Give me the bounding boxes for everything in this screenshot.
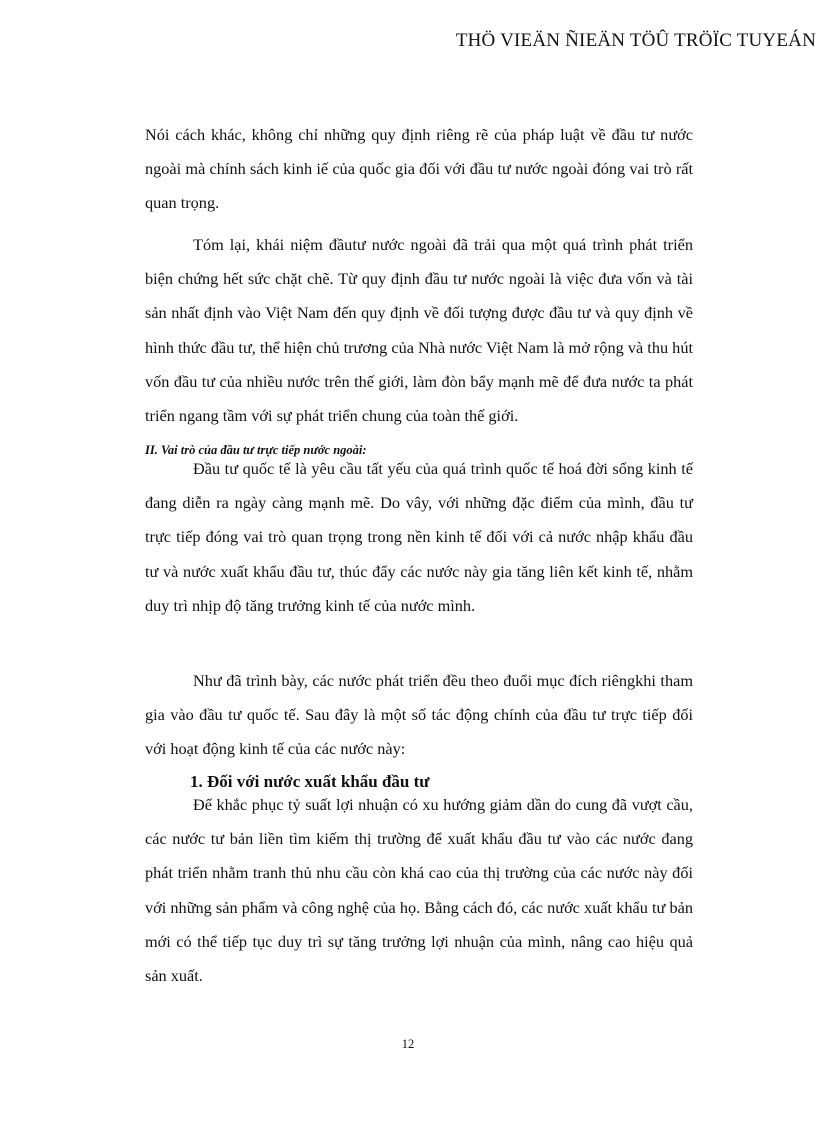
page-number: 12 — [401, 1037, 415, 1051]
subsection-heading-exporting-countries: 1. Đối với nước xuất khẩu đầu tư — [190, 772, 430, 791]
paragraph-summary: Tóm lại, khái niệm đầutư nước ngoài đã trải qua một quá trình phát triển biện chứng hết sức chặt chẽ. Từ quy định đầu tư nước ngoài là việc đưa vốn và tài sản nhất định vào Việt Nam đến quy định về đối tượng được đầu tư và quy định về hình thức đầu tư, thể hiện chủ trương của Nhà nước Việt Nam là mở rộng và thu hút vốn đầu tư của nhiều nước trên thế giới, làm đòn bẩy mạnh mẽ để đưa nước ta phát triển ngang tầm với sự phát triển chung của toàn thế giới. — [145, 235, 693, 426]
paragraph-conclusion-note: Nói cách khác, không chỉ những quy định riêng rẽ của pháp luật về đầu tư nước ngoài mà chính sách kinh iế của quốc gia đối với đầu tư nước ngoài đóng vai trò rất quan trọng. — [145, 125, 693, 213]
paragraph-international-investment: Đầu tư quốc tế là yêu cầu tất yếu của quá trình quốc tế hoá đời sống kinh tế đang diễn ra ngày càng mạnh mẽ. Do vây, với những đặc điểm của mình, đầu tư trực tiếp đóng vai trò quan trọng trong nền kinh tế đối với cả nước nhập khẩu đầu tư và nước xuất khẩu đầu tư, thúc đẩy các nước này gia tăng liên kết kinh tế, nhằm duy trì nhịp độ tăng trưởng kinh tế của nước mình. — [145, 459, 693, 615]
section-heading-role-of-fdi: II. Vai trò của đầu tư trực tiếp nước ngoài: — [145, 443, 367, 457]
paragraph-developed-countries: Như đã trình bày, các nước phát triển đều theo đuổi mục đích riêngkhi tham gia vào đầu tư quốc tế. Sau đây là một số tác động chính của đầu tư trực tiếp đối với hoạt động kinh tế của các nước này: — [145, 671, 693, 759]
site-header: THÖ VIEÄN ÑIEÄN TÖÛ TRÖÏC TUYEÁN — [455, 30, 816, 51]
paragraph-profit-rate: Để khắc phục tỷ suất lợi nhuận có xu hướng giảm dần do cung đã vượt cầu, các nước tư bản liền tìm kiếm thị trường để xuất khẩu đầu tư vào các nước đang phát triển nhằm tranh thủ nhu cầu còn khá cao của thị trường của các nước này đối với những sản phẩm và công nghệ của họ. Bằng cách đó, các nước xuất khẩu tư bản mới có thể tiếp tục duy trì sự tăng trưởng lợi nhuận của mình, nâng cao hiệu quả sản xuất. — [145, 795, 693, 986]
